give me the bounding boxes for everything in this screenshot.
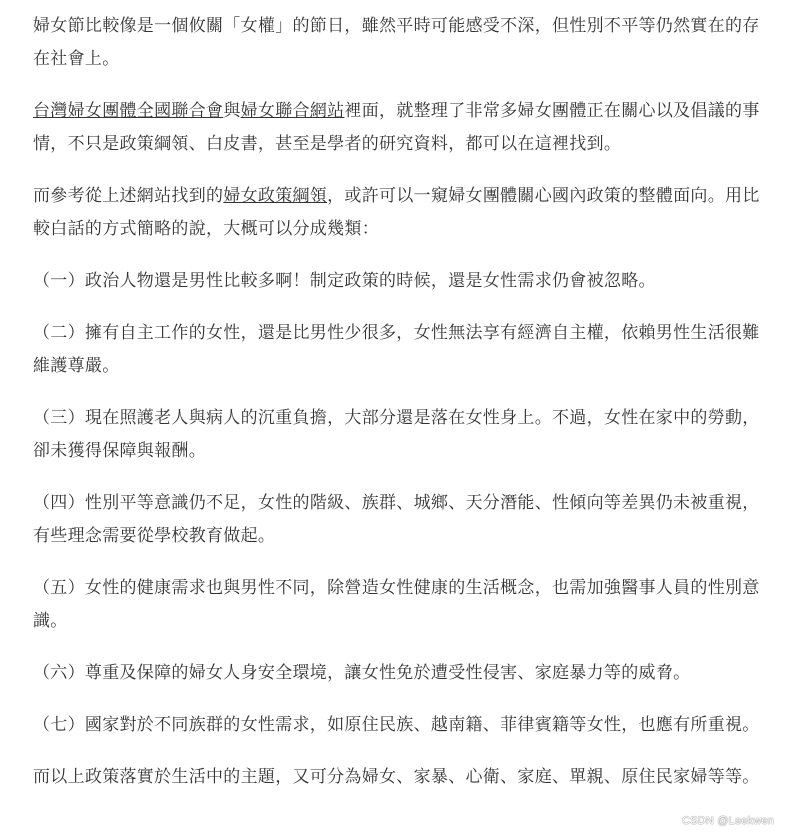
sources-rest-text: 裡面，就整理了非常多婦女團體正在關心以及倡議的事情，不只是政策綱領、白皮書，甚至是學者的研究資料，都可以在這裡找到。 [33, 101, 760, 154]
sources-paragraph [33, 95, 773, 161]
policy-paragraph [33, 180, 773, 246]
intro-paragraph: 婦女節比較像是一個攸關「女權」的節日，雖然平時可能感受不深，但性別不平等仍然實在的存在社會上。 [33, 16, 760, 69]
list-item: （四）性別平等意識仍不足，女性的階級、族群、城鄉、天分潛能、性傾向等差異仍未被重視，有些理念需要從學校教育做起。 [33, 493, 760, 546]
policy-after-text: ，或許可以一窺婦女團體關心國內政策的整體面向。用比較白話的方式簡略的說，大概可以分成幾類： [33, 186, 760, 239]
conclusion-paragraph: 而以上政策落實於生活中的主題，又可分為婦女、家暴、心衛、家庭、單親、原住民家婦等等。 [33, 767, 760, 787]
list-item: （五）女性的健康需求也與男性不同，除營造女性健康的生活概念，也需加強醫事人員的性別意識。 [33, 578, 760, 631]
watermark: CSDN @Leekwen [681, 815, 774, 827]
connector-text: 與 [223, 101, 241, 121]
list-item: （二）擁有自主工作的女性，還是比男性少很多，女性無法享有經濟自主權，依賴男性生活很難維護尊嚴。 [33, 323, 760, 376]
article-body [33, 10, 773, 813]
link-women-policy-guidelines[interactable]: 婦女政策綱領 [223, 186, 328, 206]
link-women-website[interactable]: 婦女聯合網站 [240, 101, 345, 121]
list-item: （六）尊重及保障的婦女人身安全環境，讓女性免於遭受性侵害、家庭暴力等的威脅。 [33, 663, 691, 683]
list-item: （一）政治人物還是男性比較多啊！制定政策的時候，還是女性需求仍會被忽略。 [33, 271, 656, 291]
policy-before-text: 而參考從上述網站找到的 [33, 186, 224, 206]
list-item: （三）現在照護老人與病人的沉重負擔，大部分還是落在女性身上。不過，女性在家中的勞動，卻未獲得保障與報酬。 [33, 408, 760, 461]
link-women-groups-federation[interactable]: 台灣婦女團體全國聯合會 [33, 101, 224, 121]
list-item: （七）國家對於不同族群的女性需求，如原住民族、越南籍、菲律賓籍等女性，也應有所重視。 [33, 715, 760, 735]
